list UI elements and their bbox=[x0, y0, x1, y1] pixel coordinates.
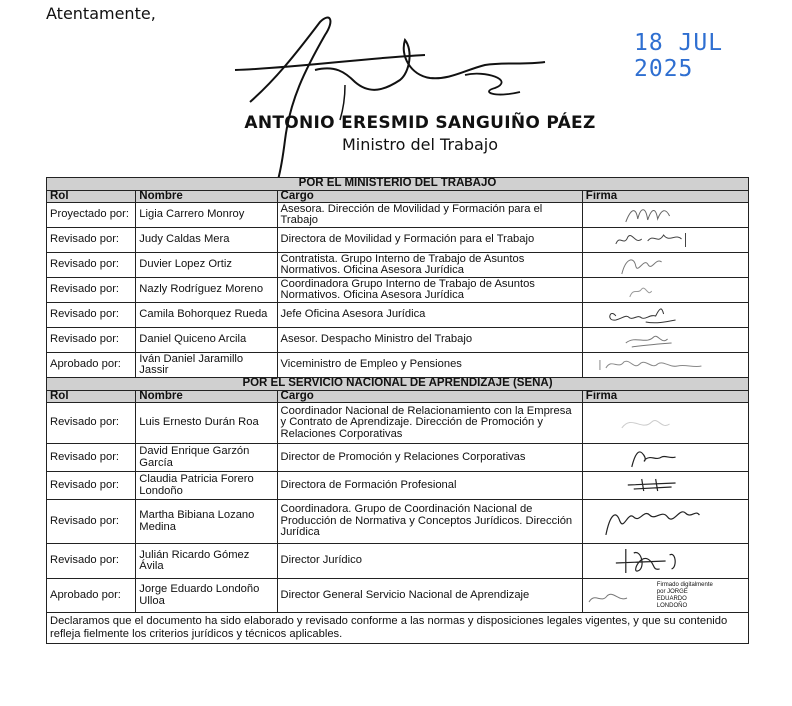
handwritten-signature bbox=[586, 445, 745, 471]
signer-title: Ministro del Trabajo bbox=[341, 135, 499, 154]
section-title-sena: POR EL SERVICIO NACIONAL DE APRENDIZAJE (SENA) bbox=[47, 378, 749, 391]
table-row bbox=[47, 203, 749, 228]
table-row bbox=[47, 253, 749, 278]
row-cargo: Director General Servicio Nacional de Aprendizaje bbox=[277, 579, 582, 613]
row-rol: Revisado por: bbox=[47, 253, 136, 278]
header-cargo: Cargo bbox=[277, 190, 582, 203]
header-rol: Rol bbox=[47, 390, 136, 403]
row-rol: Revisado por: bbox=[47, 328, 136, 353]
row-cargo: Director de Promoción y Relaciones Corporativas bbox=[277, 444, 582, 472]
row-rol: Revisado por: bbox=[47, 278, 136, 303]
handwritten-signature bbox=[586, 204, 745, 226]
handwritten-signature bbox=[586, 354, 745, 376]
row-cargo: Viceministro de Empleo y Pensiones bbox=[277, 353, 582, 378]
table-row bbox=[47, 328, 749, 353]
header-rol: Rol bbox=[47, 190, 136, 203]
table-row bbox=[47, 579, 749, 613]
table-row bbox=[47, 278, 749, 303]
row-firma bbox=[582, 303, 748, 328]
row-cargo: Coordinadora. Grupo de Coordinación Nacional de Producción de Normativa y Conceptos Jurídicos. Dirección Jurídica bbox=[277, 500, 582, 544]
row-nombre: Julián Ricardo Gómez Ávila bbox=[136, 544, 277, 579]
row-cargo: Coordinador Nacional de Relacionamiento con la Empresa y Contrato de Aprendizaje. Dirección de Promoción y Relaciones Corporativas bbox=[277, 403, 582, 444]
handwritten-signature bbox=[586, 279, 745, 301]
header-firma: Firma bbox=[582, 390, 748, 403]
row-firma bbox=[582, 403, 748, 444]
handwritten-signature bbox=[586, 254, 745, 276]
table-row bbox=[47, 228, 749, 253]
minister-signature bbox=[195, 10, 565, 195]
footer-declaration: Declaramos que el documento ha sido elaborado y revisado conforme a las normas y disposiciones legales vigentes, y que su contenido refleja fielmente los criterios jurídicos y técnicos aplicables. bbox=[47, 613, 749, 644]
row-firma bbox=[582, 328, 748, 353]
row-rol: Revisado por: bbox=[47, 544, 136, 579]
row-rol: Aprobado por: bbox=[47, 353, 136, 378]
handwritten-signature bbox=[586, 229, 745, 251]
row-rol: Revisado por: bbox=[47, 500, 136, 544]
header-nombre: Nombre bbox=[136, 390, 277, 403]
row-firma bbox=[582, 544, 748, 579]
table-row bbox=[47, 500, 749, 544]
row-rol: Revisado por: bbox=[47, 228, 136, 253]
row-firma bbox=[582, 579, 748, 613]
table-row bbox=[47, 403, 749, 444]
row-rol: Proyectado por: bbox=[47, 203, 136, 228]
row-firma bbox=[582, 278, 748, 303]
header-row bbox=[47, 390, 749, 403]
row-rol: Revisado por: bbox=[47, 303, 136, 328]
row-firma bbox=[582, 353, 748, 378]
handwritten-signature bbox=[586, 545, 745, 577]
row-rol: Revisado por: bbox=[47, 444, 136, 472]
row-cargo: Coordinadora Grupo Interno de Trabajo de Asuntos Normativos. Oficina Asesora Jurídica bbox=[277, 278, 582, 303]
row-nombre: Iván Daniel Jaramillo Jassir bbox=[136, 353, 277, 378]
date-stamp: 18 JUL 2025 bbox=[634, 30, 724, 82]
header-nombre: Nombre bbox=[136, 190, 277, 203]
table-row bbox=[47, 303, 749, 328]
row-firma bbox=[582, 444, 748, 472]
row-cargo: Director Jurídico bbox=[277, 544, 582, 579]
signer-name: ANTONIO ERESMID SANGUIÑO PÁEZ bbox=[244, 113, 596, 133]
row-cargo: Jefe Oficina Asesora Jurídica bbox=[277, 303, 582, 328]
header-row bbox=[47, 190, 749, 203]
handwritten-signature bbox=[586, 501, 745, 543]
handwritten-signature bbox=[586, 304, 745, 326]
row-rol: Revisado por: bbox=[47, 403, 136, 444]
approvals-table bbox=[46, 177, 749, 644]
table-row bbox=[47, 544, 749, 579]
row-cargo: Asesora. Dirección de Movilidad y Formación para el Trabajo bbox=[277, 203, 582, 228]
row-nombre: Judy Caldas Mera bbox=[136, 228, 277, 253]
row-firma bbox=[582, 203, 748, 228]
table-row bbox=[47, 444, 749, 472]
row-nombre: Duvier Lopez Ortiz bbox=[136, 253, 277, 278]
closing-text: Atentamente, bbox=[46, 4, 156, 23]
row-nombre: David Enrique Garzón García bbox=[136, 444, 277, 472]
row-firma bbox=[582, 253, 748, 278]
header-firma: Firma bbox=[582, 190, 748, 203]
handwritten-signature bbox=[586, 404, 745, 442]
header-cargo: Cargo bbox=[277, 390, 582, 403]
row-cargo: Directora de Formación Profesional bbox=[277, 472, 582, 500]
row-rol: Aprobado por: bbox=[47, 579, 136, 613]
digital-signature-mark bbox=[585, 582, 631, 610]
handwritten-signature bbox=[586, 329, 745, 351]
row-nombre: Daniel Quiceno Arcila bbox=[136, 328, 277, 353]
row-nombre: Claudia Patricia Forero Londoño bbox=[136, 472, 277, 500]
section-title-ministry: POR EL MINISTERIO DEL TRABAJO bbox=[47, 178, 749, 191]
row-nombre: Luis Ernesto Durán Roa bbox=[136, 403, 277, 444]
row-cargo: Directora de Movilidad y Formación para el Trabajo bbox=[277, 228, 582, 253]
table-row bbox=[47, 353, 749, 378]
row-cargo: Contratista. Grupo Interno de Trabajo de Asuntos Normativos. Oficina Asesora Jurídica bbox=[277, 253, 582, 278]
row-rol: Revisado por: bbox=[47, 472, 136, 500]
handwritten-signature bbox=[586, 473, 745, 499]
row-firma bbox=[582, 472, 748, 500]
row-nombre: Ligia Carrero Monroy bbox=[136, 203, 277, 228]
row-firma bbox=[582, 228, 748, 253]
digital-signature-note: Firmado digitalmente por JORGE EDUARDO LONDOÑO bbox=[656, 581, 713, 609]
row-nombre: Martha Bibiana Lozano Medina bbox=[136, 500, 277, 544]
row-nombre: Camila Bohorquez Rueda bbox=[136, 303, 277, 328]
row-firma bbox=[582, 500, 748, 544]
row-nombre: Nazly Rodríguez Moreno bbox=[136, 278, 277, 303]
row-cargo: Asesor. Despacho Ministro del Trabajo bbox=[277, 328, 582, 353]
table-row bbox=[47, 472, 749, 500]
row-nombre: Jorge Eduardo Londoño Ulloa bbox=[136, 579, 277, 613]
